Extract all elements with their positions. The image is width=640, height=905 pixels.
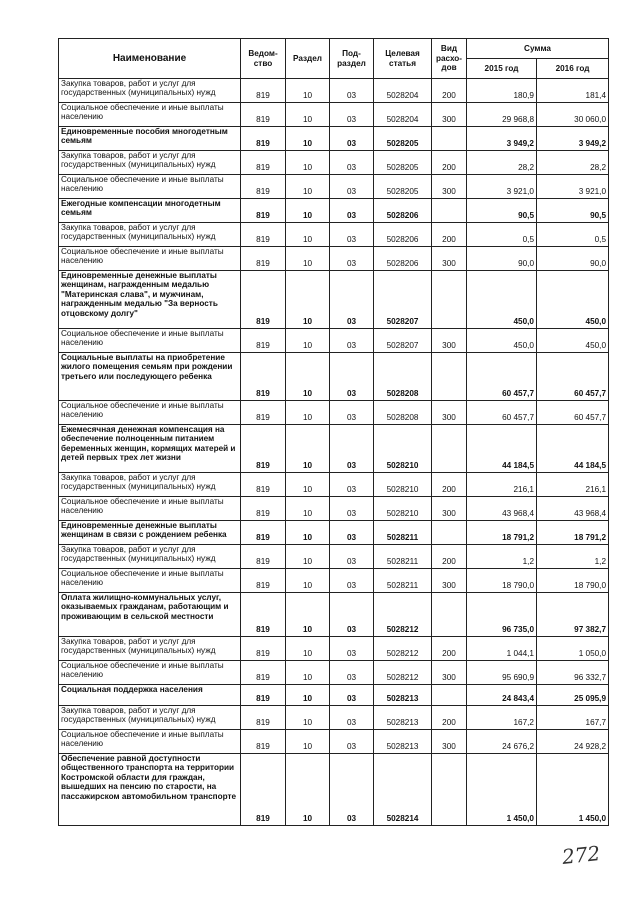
cell-cs: 5028205 bbox=[374, 127, 432, 151]
cell-vr: 200 bbox=[432, 151, 467, 175]
cell-sub: 03 bbox=[330, 521, 374, 545]
header-name: Наименование bbox=[59, 39, 241, 79]
cell-vr: 200 bbox=[432, 545, 467, 569]
cell-name: Социальное обеспечение и иные выплаты населению bbox=[59, 401, 241, 425]
cell-s2015: 3 949,2 bbox=[467, 127, 537, 151]
cell-cs: 5028210 bbox=[374, 425, 432, 473]
cell-s2015: 95 690,9 bbox=[467, 661, 537, 685]
cell-sec: 10 bbox=[286, 497, 330, 521]
cell-cs: 5028213 bbox=[374, 706, 432, 730]
cell-cs: 5028210 bbox=[374, 497, 432, 521]
cell-name: Ежегодные компенсации многодетным семьям bbox=[59, 199, 241, 223]
table-row bbox=[59, 425, 609, 473]
table-row bbox=[59, 685, 609, 706]
cell-cs: 5028208 bbox=[374, 353, 432, 401]
cell-s2015: 90,5 bbox=[467, 199, 537, 223]
cell-vr bbox=[432, 271, 467, 329]
cell-dept: 819 bbox=[241, 730, 286, 754]
cell-sub: 03 bbox=[330, 127, 374, 151]
table-row bbox=[59, 661, 609, 685]
cell-dept: 819 bbox=[241, 151, 286, 175]
cell-sec: 10 bbox=[286, 545, 330, 569]
cell-s2016: 450,0 bbox=[537, 329, 609, 353]
table-row bbox=[59, 521, 609, 545]
cell-name: Закупка товаров, работ и услуг для государственных (муниципальных) нужд bbox=[59, 79, 241, 103]
table-row bbox=[59, 730, 609, 754]
header-2016: 2016 год bbox=[537, 59, 609, 79]
cell-name: Социальное обеспечение и иные выплаты населению bbox=[59, 103, 241, 127]
cell-sub: 03 bbox=[330, 353, 374, 401]
table-row bbox=[59, 353, 609, 401]
cell-sub: 03 bbox=[330, 199, 374, 223]
cell-s2015: 24 843,4 bbox=[467, 685, 537, 706]
cell-cs: 5028212 bbox=[374, 637, 432, 661]
cell-sub: 03 bbox=[330, 706, 374, 730]
cell-vr bbox=[432, 199, 467, 223]
table-row bbox=[59, 473, 609, 497]
cell-s2016: 0,5 bbox=[537, 223, 609, 247]
table-row bbox=[59, 199, 609, 223]
cell-sub: 03 bbox=[330, 329, 374, 353]
cell-s2015: 450,0 bbox=[467, 271, 537, 329]
cell-s2016: 90,5 bbox=[537, 199, 609, 223]
cell-vr bbox=[432, 425, 467, 473]
cell-s2015: 90,0 bbox=[467, 247, 537, 271]
cell-dept: 819 bbox=[241, 223, 286, 247]
cell-sec: 10 bbox=[286, 199, 330, 223]
cell-sec: 10 bbox=[286, 223, 330, 247]
cell-name: Социальное обеспечение и иные выплаты населению bbox=[59, 730, 241, 754]
cell-sec: 10 bbox=[286, 175, 330, 199]
cell-name: Оплата жилищно-коммунальных услуг, оказываемых гражданам, работающим и проживающим в сельской местности bbox=[59, 593, 241, 637]
cell-dept: 819 bbox=[241, 661, 286, 685]
cell-s2016: 96 332,7 bbox=[537, 661, 609, 685]
cell-name: Единовременные денежные выплаты женщинам в связи с рождением ребенка bbox=[59, 521, 241, 545]
cell-name: Единовременные денежные выплаты женщинам, награжденным медалью "Материнская слава", и мужчинам, награжденным медалью "За верность отцовскому долгу" bbox=[59, 271, 241, 329]
cell-name: Социальное обеспечение и иные выплаты населению bbox=[59, 329, 241, 353]
cell-s2016: 1 050,0 bbox=[537, 637, 609, 661]
cell-s2016: 450,0 bbox=[537, 271, 609, 329]
cell-s2016: 18 790,0 bbox=[537, 569, 609, 593]
cell-cs: 5028206 bbox=[374, 223, 432, 247]
cell-s2016: 90,0 bbox=[537, 247, 609, 271]
cell-vr bbox=[432, 685, 467, 706]
cell-vr bbox=[432, 521, 467, 545]
cell-cs: 5028205 bbox=[374, 175, 432, 199]
cell-sub: 03 bbox=[330, 730, 374, 754]
cell-s2015: 0,5 bbox=[467, 223, 537, 247]
cell-name: Закупка товаров, работ и услуг для государственных (муниципальных) нужд bbox=[59, 637, 241, 661]
table-row bbox=[59, 593, 609, 637]
cell-dept: 819 bbox=[241, 497, 286, 521]
cell-sub: 03 bbox=[330, 754, 374, 826]
cell-dept: 819 bbox=[241, 199, 286, 223]
cell-cs: 5028212 bbox=[374, 661, 432, 685]
cell-cs: 5028213 bbox=[374, 685, 432, 706]
cell-cs: 5028211 bbox=[374, 545, 432, 569]
cell-sub: 03 bbox=[330, 79, 374, 103]
cell-sub: 03 bbox=[330, 637, 374, 661]
cell-dept: 819 bbox=[241, 473, 286, 497]
cell-dept: 819 bbox=[241, 353, 286, 401]
cell-cs: 5028208 bbox=[374, 401, 432, 425]
cell-dept: 819 bbox=[241, 545, 286, 569]
table-row bbox=[59, 329, 609, 353]
cell-vr: 300 bbox=[432, 329, 467, 353]
cell-sec: 10 bbox=[286, 569, 330, 593]
cell-cs: 5028204 bbox=[374, 103, 432, 127]
cell-s2015: 3 921,0 bbox=[467, 175, 537, 199]
cell-sub: 03 bbox=[330, 593, 374, 637]
cell-cs: 5028211 bbox=[374, 521, 432, 545]
cell-cs: 5028206 bbox=[374, 199, 432, 223]
table-row bbox=[59, 175, 609, 199]
cell-sec: 10 bbox=[286, 685, 330, 706]
cell-name: Социальное обеспечение и иные выплаты населению bbox=[59, 175, 241, 199]
cell-vr: 200 bbox=[432, 223, 467, 247]
cell-name: Ежемесячная денежная компенсация на обеспечение полноценным питанием беременных женщин, кормящих матерей и детей первых трех лет жизни bbox=[59, 425, 241, 473]
cell-s2015: 60 457,7 bbox=[467, 401, 537, 425]
cell-vr: 200 bbox=[432, 706, 467, 730]
cell-sub: 03 bbox=[330, 425, 374, 473]
cell-s2016: 1,2 bbox=[537, 545, 609, 569]
cell-s2016: 181,4 bbox=[537, 79, 609, 103]
cell-s2015: 18 791,2 bbox=[467, 521, 537, 545]
table-row bbox=[59, 79, 609, 103]
cell-sec: 10 bbox=[286, 127, 330, 151]
cell-name: Закупка товаров, работ и услуг для государственных (муниципальных) нужд bbox=[59, 706, 241, 730]
cell-s2016: 30 060,0 bbox=[537, 103, 609, 127]
cell-s2015: 1,2 bbox=[467, 545, 537, 569]
cell-vr bbox=[432, 127, 467, 151]
cell-s2015: 96 735,0 bbox=[467, 593, 537, 637]
cell-vr bbox=[432, 754, 467, 826]
cell-s2016: 3 949,2 bbox=[537, 127, 609, 151]
cell-s2016: 18 791,2 bbox=[537, 521, 609, 545]
cell-cs: 5028213 bbox=[374, 730, 432, 754]
cell-sec: 10 bbox=[286, 637, 330, 661]
cell-sec: 10 bbox=[286, 593, 330, 637]
cell-sub: 03 bbox=[330, 569, 374, 593]
cell-sec: 10 bbox=[286, 661, 330, 685]
cell-sec: 10 bbox=[286, 103, 330, 127]
cell-dept: 819 bbox=[241, 521, 286, 545]
cell-s2015: 28,2 bbox=[467, 151, 537, 175]
table-row bbox=[59, 569, 609, 593]
table-row bbox=[59, 247, 609, 271]
cell-s2016: 25 095,9 bbox=[537, 685, 609, 706]
cell-sec: 10 bbox=[286, 401, 330, 425]
cell-sub: 03 bbox=[330, 401, 374, 425]
table-row bbox=[59, 637, 609, 661]
cell-cs: 5028207 bbox=[374, 271, 432, 329]
cell-sub: 03 bbox=[330, 271, 374, 329]
cell-cs: 5028212 bbox=[374, 593, 432, 637]
cell-name: Социальное обеспечение и иные выплаты населению bbox=[59, 247, 241, 271]
cell-sec: 10 bbox=[286, 425, 330, 473]
cell-sub: 03 bbox=[330, 661, 374, 685]
cell-s2015: 60 457,7 bbox=[467, 353, 537, 401]
table-row bbox=[59, 271, 609, 329]
cell-cs: 5028207 bbox=[374, 329, 432, 353]
cell-s2016: 60 457,7 bbox=[537, 353, 609, 401]
cell-sub: 03 bbox=[330, 103, 374, 127]
cell-vr: 300 bbox=[432, 730, 467, 754]
cell-s2015: 167,2 bbox=[467, 706, 537, 730]
cell-sub: 03 bbox=[330, 151, 374, 175]
cell-vr bbox=[432, 353, 467, 401]
cell-dept: 819 bbox=[241, 425, 286, 473]
cell-sec: 10 bbox=[286, 329, 330, 353]
cell-name: Социальное обеспечение и иные выплаты населению bbox=[59, 497, 241, 521]
cell-s2016: 28,2 bbox=[537, 151, 609, 175]
cell-sub: 03 bbox=[330, 545, 374, 569]
cell-dept: 819 bbox=[241, 247, 286, 271]
cell-dept: 819 bbox=[241, 329, 286, 353]
cell-s2016: 167,7 bbox=[537, 706, 609, 730]
cell-name: Закупка товаров, работ и услуг для государственных (муниципальных) нужд bbox=[59, 473, 241, 497]
cell-sub: 03 bbox=[330, 497, 374, 521]
cell-s2015: 24 676,2 bbox=[467, 730, 537, 754]
cell-sub: 03 bbox=[330, 685, 374, 706]
cell-dept: 819 bbox=[241, 706, 286, 730]
cell-sec: 10 bbox=[286, 271, 330, 329]
cell-sec: 10 bbox=[286, 754, 330, 826]
cell-sec: 10 bbox=[286, 730, 330, 754]
cell-vr: 300 bbox=[432, 247, 467, 271]
cell-sub: 03 bbox=[330, 473, 374, 497]
cell-s2015: 18 790,0 bbox=[467, 569, 537, 593]
cell-s2016: 60 457,7 bbox=[537, 401, 609, 425]
cell-s2016: 216,1 bbox=[537, 473, 609, 497]
header-section: Раздел bbox=[286, 39, 330, 79]
table-row bbox=[59, 754, 609, 826]
cell-cs: 5028214 bbox=[374, 754, 432, 826]
cell-dept: 819 bbox=[241, 685, 286, 706]
cell-dept: 819 bbox=[241, 637, 286, 661]
cell-s2016: 43 968,4 bbox=[537, 497, 609, 521]
cell-sub: 03 bbox=[330, 247, 374, 271]
cell-vr: 300 bbox=[432, 175, 467, 199]
cell-name: Закупка товаров, работ и услуг для государственных (муниципальных) нужд bbox=[59, 223, 241, 247]
table-row bbox=[59, 151, 609, 175]
cell-cs: 5028211 bbox=[374, 569, 432, 593]
cell-dept: 819 bbox=[241, 103, 286, 127]
cell-s2016: 24 928,2 bbox=[537, 730, 609, 754]
header-subsection: Под-раздел bbox=[330, 39, 374, 79]
cell-dept: 819 bbox=[241, 127, 286, 151]
cell-cs: 5028210 bbox=[374, 473, 432, 497]
table-row bbox=[59, 401, 609, 425]
cell-s2015: 1 044,1 bbox=[467, 637, 537, 661]
cell-dept: 819 bbox=[241, 754, 286, 826]
cell-dept: 819 bbox=[241, 569, 286, 593]
cell-s2016: 97 382,7 bbox=[537, 593, 609, 637]
cell-name: Социальное обеспечение и иные выплаты населению bbox=[59, 661, 241, 685]
cell-name: Закупка товаров, работ и услуг для государственных (муниципальных) нужд bbox=[59, 545, 241, 569]
cell-sec: 10 bbox=[286, 79, 330, 103]
cell-dept: 819 bbox=[241, 175, 286, 199]
cell-name: Закупка товаров, работ и услуг для государственных (муниципальных) нужд bbox=[59, 151, 241, 175]
cell-name: Единовременные пособия многодетным семьям bbox=[59, 127, 241, 151]
table-row bbox=[59, 103, 609, 127]
cell-dept: 819 bbox=[241, 79, 286, 103]
table-row bbox=[59, 497, 609, 521]
cell-vr: 200 bbox=[432, 637, 467, 661]
cell-dept: 819 bbox=[241, 271, 286, 329]
table-row bbox=[59, 706, 609, 730]
cell-sec: 10 bbox=[286, 353, 330, 401]
header-dept: Ведом-ство bbox=[241, 39, 286, 79]
header-sum: Сумма bbox=[467, 39, 609, 59]
header-exptype: Вид расхо-дов bbox=[432, 39, 467, 79]
cell-cs: 5028204 bbox=[374, 79, 432, 103]
cell-vr: 300 bbox=[432, 661, 467, 685]
cell-s2015: 450,0 bbox=[467, 329, 537, 353]
cell-s2015: 216,1 bbox=[467, 473, 537, 497]
cell-cs: 5028206 bbox=[374, 247, 432, 271]
cell-dept: 819 bbox=[241, 401, 286, 425]
cell-sec: 10 bbox=[286, 473, 330, 497]
cell-s2015: 29 968,8 bbox=[467, 103, 537, 127]
cell-name: Обеспечение равной доступности общественного транспорта на территории Костромской области для граждан, вышедших на пенсию по старости, на пассажирском автомобильном транспорте bbox=[59, 754, 241, 826]
cell-s2016: 44 184,5 bbox=[537, 425, 609, 473]
cell-s2015: 43 968,4 bbox=[467, 497, 537, 521]
cell-vr: 300 bbox=[432, 103, 467, 127]
cell-sec: 10 bbox=[286, 151, 330, 175]
cell-vr: 200 bbox=[432, 79, 467, 103]
table-row bbox=[59, 545, 609, 569]
cell-vr: 300 bbox=[432, 497, 467, 521]
cell-name: Социальная поддержка населения bbox=[59, 685, 241, 706]
cell-sub: 03 bbox=[330, 175, 374, 199]
cell-cs: 5028205 bbox=[374, 151, 432, 175]
table-row bbox=[59, 223, 609, 247]
cell-vr: 200 bbox=[432, 473, 467, 497]
page-number: 272 bbox=[560, 841, 602, 869]
cell-vr bbox=[432, 593, 467, 637]
cell-s2016: 1 450,0 bbox=[537, 754, 609, 826]
cell-s2015: 180,9 bbox=[467, 79, 537, 103]
cell-s2015: 1 450,0 bbox=[467, 754, 537, 826]
table-row bbox=[59, 127, 609, 151]
cell-sec: 10 bbox=[286, 247, 330, 271]
cell-name: Социальные выплаты на приобретение жилого помещения семьям при рождении третьего или последующего ребенка bbox=[59, 353, 241, 401]
header-target: Целевая статья bbox=[374, 39, 432, 79]
cell-sec: 10 bbox=[286, 521, 330, 545]
cell-name: Социальное обеспечение и иные выплаты населению bbox=[59, 569, 241, 593]
cell-sec: 10 bbox=[286, 706, 330, 730]
cell-s2016: 3 921,0 bbox=[537, 175, 609, 199]
cell-vr: 300 bbox=[432, 569, 467, 593]
cell-vr: 300 bbox=[432, 401, 467, 425]
cell-dept: 819 bbox=[241, 593, 286, 637]
cell-s2015: 44 184,5 bbox=[467, 425, 537, 473]
header-2015: 2015 год bbox=[467, 59, 537, 79]
budget-table bbox=[58, 38, 609, 826]
cell-sub: 03 bbox=[330, 223, 374, 247]
